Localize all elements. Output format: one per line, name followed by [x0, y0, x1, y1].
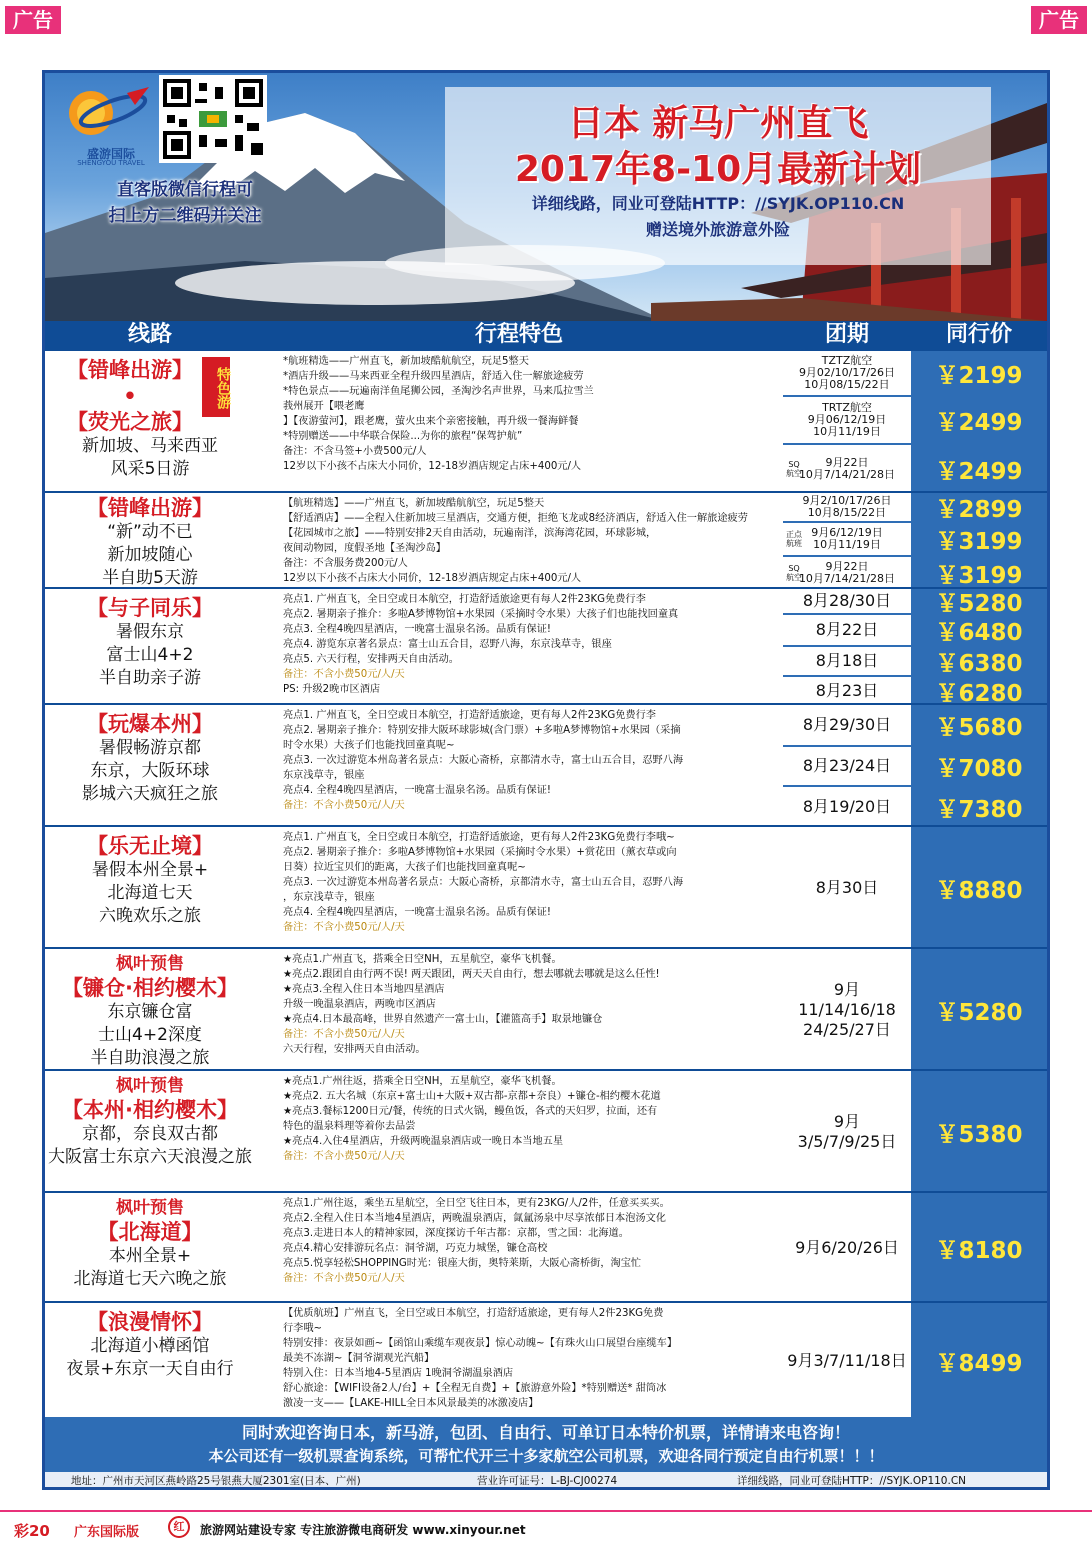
feature-line: 备注：不含小费50元/人/天 — [283, 669, 405, 680]
route-name: • — [123, 384, 137, 408]
departure-dates: 9月3/7/11/18日 — [787, 1351, 907, 1370]
feature-line: 备注：不含马签+小费500元/人 — [283, 446, 427, 457]
route-row — [45, 1301, 1047, 1417]
departure-slot — [783, 589, 911, 615]
route-subtitle: 暑假畅游京都 — [99, 738, 201, 758]
feature-line: 【舒适酒店】——全程入住新加坡三星酒店，交通方便，拒绝飞龙或8经济酒店，舒适入住一解旅途疲劳 — [283, 513, 748, 524]
route-name: 【乐无止境】 — [87, 834, 213, 858]
feature-line: 备注：不含小费50元/人/天 — [283, 1029, 405, 1040]
feature-line: 备注：不含小费50元/人/天 — [283, 800, 405, 811]
departure-slot — [783, 397, 911, 445]
main-subtitle: 2017年8-10月最新计划 — [514, 149, 922, 190]
wechat-note — [69, 177, 301, 229]
route-row — [45, 1191, 1047, 1301]
dates-cell — [783, 827, 911, 947]
price-value: ￥8180 — [935, 1237, 1023, 1264]
presale-label: 枫叶预售 — [116, 1198, 184, 1218]
price-value: ￥2499 — [935, 458, 1023, 485]
feature-line: 亮点3.走进日本人的精神家园，深度探访千年古都：京都，雪之国：北海道。 — [283, 1228, 629, 1239]
price-cell — [911, 1193, 1047, 1301]
departure-dates: TZTZ航空 9月02/10/17/26日 10月08/15/22日 — [798, 354, 896, 391]
price-value: ￥6480 — [911, 615, 1047, 647]
departure-dates: 9月 11/14/16/18 24/25/27日 — [798, 980, 896, 1039]
feature-line: 亮点3. 一次过游览本州岛著名景点：大阪心斋桥，京都清水寺，富士山五合目，忍野八海 — [283, 877, 684, 888]
price-value: ￥5280 — [911, 589, 1047, 615]
route-name: 【错峰出游】 — [67, 358, 193, 382]
qr-code[interactable] — [159, 75, 267, 163]
feature-line: 亮点3. 一次过游览本州岛著名景点：大阪心斋桥，京都清水寺，富士山五合目，忍野八海 — [283, 755, 684, 766]
feature-line: 备注：不含小费50元/人/天 — [283, 1273, 405, 1284]
feature-line: 亮点1. 广州直飞，全日空或日本航空，打造舒适旅途，更有每人2件23KG免费行李 — [283, 710, 656, 721]
price-value: ￥7080 — [911, 747, 1047, 787]
feature-line: 亮点2. 暑期亲子推介：多啦A梦博物馆+水果园（采摘时令水果）+赏花田（薰衣草或向 — [283, 847, 677, 858]
departure-slot — [783, 787, 911, 827]
feature-line: PS: 升级2晚市区酒店 — [283, 684, 381, 695]
main-title: 日本 新马广州直飞 — [567, 103, 869, 144]
features-cell — [255, 493, 783, 587]
departure-slot — [783, 493, 911, 523]
logo-sub: SHENGYOU TRAVEL — [77, 159, 145, 167]
feature-line: 亮点1. 广州直飞，全日空或日本航空，打造舒适旅途更有每人2件23KG免费行李 — [283, 594, 646, 605]
dates-cell — [783, 589, 911, 703]
features-cell — [255, 1071, 783, 1191]
dates-cell — [783, 705, 911, 825]
departure-dates: 8月28/30日 — [802, 591, 892, 610]
route-name: 【错峰出游】 — [87, 496, 213, 520]
logo-name: 盛游国际 — [86, 147, 135, 161]
departure-dates: 9月6/12/19日 10月11/19日 — [811, 526, 883, 551]
price-cell — [911, 1303, 1047, 1417]
ad-tag-right: 广告 — [1031, 6, 1087, 34]
feature-line: ★亮点2.跟团自由行两不误! 两天跟团，两天天自由行，想去哪就去哪就是这么任性! — [283, 969, 660, 980]
route-row — [45, 587, 1047, 707]
bottom-strip — [0, 1514, 1092, 1542]
route-cell — [45, 705, 255, 825]
address-text: 地址：广州市天河区燕岭路25号银燕大厦2301室(日本、广州) — [71, 1475, 361, 1487]
feature-line: 【花园城市之旅】——特别安排2天自由活动，玩遍南洋，滨海湾花园，环球影城， — [283, 528, 657, 539]
feature-line: 亮点2. 暑期亲子推介：特别安排大阪环球影城(含门票）+多啦A梦博物馆+水果园（采摘 — [283, 725, 681, 736]
feature-line: 亮点4. 全程4晚四星酒店，一晚富士温泉名汤。品质有保证! — [283, 907, 552, 918]
feature-line: ，东京浅草寺，银座 — [283, 892, 375, 903]
header-dates: 团期 — [824, 322, 869, 347]
route-subtitle: 东京，大阪环球 — [90, 761, 210, 781]
hero-banner — [45, 73, 1047, 321]
route-name: 【荧光之旅】 — [67, 410, 193, 434]
price-value: ￥2199 — [911, 351, 1047, 397]
feature-line: ★亮点4.入住4星酒店，升级两晚温泉酒店或一晚日本当地五星 — [283, 1136, 564, 1147]
price-cell — [911, 949, 1047, 1069]
route-subtitle: 暑假本州全景+ — [91, 860, 209, 880]
ad-tag-left: 广告 — [5, 6, 61, 34]
route-cell — [45, 949, 255, 1069]
dates-cell — [783, 1071, 911, 1191]
feature-line: 亮点4. 全程4晚四星酒店，一晚富士温泉名汤。品质有保证! — [283, 785, 552, 796]
departure-slot — [783, 1071, 911, 1193]
departure-slot — [783, 827, 911, 949]
edition-label: 广东国际版 — [74, 1525, 140, 1540]
feature-line: 时令水果）大孩子们也能找回童真呢~ — [283, 740, 455, 751]
features-cell — [255, 351, 783, 491]
departure-slot — [783, 1303, 911, 1419]
features-cell — [255, 949, 783, 1069]
price-value: ￥3199 — [911, 523, 1047, 557]
header-features: 行程特色 — [474, 322, 563, 347]
feature-line: 六天行程，安排两天自由活动。 — [283, 1044, 426, 1055]
departure-slot — [783, 647, 911, 677]
feature-line: 亮点5. 六天行程，安排两天自由活动。 — [283, 654, 459, 665]
feature-line: 亮点1. 广州直飞，全日空或日本航空，打造舒适旅途，更有每人2件23KG免费行李哦~ — [283, 832, 675, 843]
dates-cell — [783, 351, 911, 491]
presale-label: 枫叶预售 — [116, 1076, 184, 1096]
departure-dates: 8月22日 — [815, 620, 879, 639]
departure-slot — [783, 445, 911, 493]
route-row — [45, 947, 1047, 1069]
route-subtitle: 半自助亲子游 — [99, 668, 201, 688]
feature-line: 备注：不含小费50元/人/天 — [283, 922, 405, 933]
wechat-note-line1: 直客版微信行程可 — [117, 180, 253, 200]
price-value: ￥5280 — [935, 999, 1023, 1026]
route-cell — [45, 827, 255, 947]
departure-dates: 8月23/24日 — [802, 756, 892, 775]
feature-line: *酒店升级——马来西亚全程升级四星酒店，舒适入住一解旅途疲劳 — [283, 371, 584, 382]
feature-line: 舒心旅途：【WIFI设备2人/台】+【全程无自费】+【旅游意外险】*特别赠送* 甜筒冰 — [283, 1383, 667, 1394]
route-name: 【浪漫情怀】 — [87, 1310, 213, 1334]
departure-slot — [783, 677, 911, 705]
feature-line: 【优质航班】广州直飞，全日空或日本航空，打造舒适旅途，更有每人2件23KG免费 — [283, 1308, 664, 1319]
feature-line: ★亮点3.全程入住日本当地四星酒店 — [283, 984, 445, 995]
route-name: 【北海道】 — [97, 1220, 203, 1244]
feature-line: 特色的温泉料理等着你去品尝 — [283, 1121, 416, 1132]
departure-dates: 8月19/20日 — [802, 797, 892, 816]
airline-label: SQ 航空 — [786, 460, 802, 478]
departure-slot — [783, 523, 911, 557]
table-header — [45, 321, 1047, 349]
feature-line: ★亮点1.广州往返，搭乘全日空NH，五星航空，豪华飞机餐。 — [283, 1076, 562, 1087]
feature-line: 特别入住：日本当地4-5星酒店 1晚洞爷湖温泉酒店 — [283, 1368, 514, 1379]
feature-line: ★亮点1.广州直飞，搭乘全日空NH，五星航空，豪华飞机餐。 — [283, 954, 562, 965]
route-subtitle: 北海道小樽函馆 — [90, 1336, 210, 1356]
price-value: ￥8880 — [935, 877, 1023, 904]
route-cell — [45, 1193, 255, 1301]
route-name: 【镰仓·相约樱木】 — [62, 976, 238, 1000]
feature-line: 东京浅草寺，银座 — [283, 770, 365, 781]
price-value: ￥6280 — [935, 680, 1023, 707]
departure-dates: 8月29/30日 — [802, 715, 892, 734]
airline-label: SQ 航空 — [786, 564, 802, 582]
footer-line1: 同时欢迎咨询日本，新马游，包团、自由行、可单订日本特价机票，详情请来电咨询！ — [241, 1423, 850, 1442]
route-subtitle: 影城六天疯狂之旅 — [82, 784, 218, 804]
feature-line: ★亮点2. 五大名城（东京+富士山+大阪+双古都-京都+奈良）+镰仓-相约樱木花道 — [283, 1091, 661, 1102]
price-cell — [911, 589, 1047, 707]
logo — [57, 79, 157, 165]
features-cell — [255, 589, 783, 703]
page-number: 彩20 — [14, 1522, 50, 1540]
route-cell — [45, 351, 255, 491]
feature-line: 亮点5.悦享轻松SHOPPING时光：银座大街，奥特莱斯，大阪心斋桥街，淘宝忙 — [283, 1258, 642, 1269]
red-logo-icon: 红 — [168, 1516, 190, 1538]
license-text: 营业许可证号：L-BJ-CJ00274 — [477, 1475, 618, 1487]
route-subtitle: 半自助5天游 — [102, 568, 198, 588]
route-subtitle: 富士山4+2 — [106, 645, 194, 665]
route-row — [45, 825, 1047, 947]
feature-line: 备注：不含小费50元/人/天 — [283, 1151, 405, 1162]
feature-line: 莪州展开【喂老鹰 — [283, 401, 365, 412]
route-subtitle: 大阪富士东京六天浪漫之旅 — [48, 1147, 252, 1167]
airline-label: 正点 航班 — [786, 530, 802, 548]
price-cell — [911, 1071, 1047, 1191]
footer-line2: 本公司还有一级机票查询系统，可帮忙代开三十多家航空公司机票，欢迎各同行预定自由行机票！！！ — [208, 1447, 884, 1465]
route-subtitle: 本州全景+ — [108, 1246, 192, 1266]
feature-line: 亮点1.广州往返，乘坐五星航空，全日空飞往日本，更有23KG/人/2件，任意买买买。 — [283, 1198, 670, 1209]
route-name: 【与子同乐】 — [87, 596, 213, 620]
feature-line: 亮点2. 暑期亲子推介：多啦A梦博物馆+水果园（采摘时令水果）大孩子们也能找回童真 — [283, 609, 679, 620]
feature-line: 亮点2.全程入住日本当地4星酒店，两晚温泉酒店，氤氲汤泉中尽享浓郁日本泡汤文化 — [283, 1213, 666, 1224]
route-subtitle: 北海道七天 — [107, 883, 193, 903]
route-subtitle: 新加坡随心 — [107, 545, 193, 565]
qr-code-icon — [163, 79, 263, 159]
feature-line: 亮点3. 全程4晚四星酒店，一晚富士温泉名汤。品质有保证! — [283, 624, 552, 635]
departure-dates: 8月23日 — [815, 681, 879, 700]
departure-dates: 9月22日 10月7/14/21/28日 — [798, 456, 896, 481]
price-value: ￥5680 — [911, 705, 1047, 747]
route-subtitle: 半自助浪漫之旅 — [90, 1048, 210, 1068]
header-price: 同行价 — [945, 322, 1012, 347]
detail-link[interactable]: 详细线路，同业可登陆HTTP：//SYJK.OP110.CN — [737, 1475, 967, 1487]
price-value: ￥2499 — [911, 397, 1047, 445]
feature-line: ★亮点4.日本最高峰，世界自然遗产一富士山，【灌篮高手】取景地镰仓 — [283, 1014, 603, 1025]
route-name: 【玩爆本州】 — [87, 712, 213, 736]
price-cell — [911, 493, 1047, 587]
departure-dates: 9月2/10/17/26日 10月8/15/22日 — [802, 494, 892, 519]
departure-dates: 8月30日 — [815, 878, 879, 897]
feature-line: 特别安排：夜景如画~【函馆山乘缆车观夜景】惊心动魄~【有珠火山口展望台座缆车】 — [283, 1338, 678, 1349]
price-value: ￥5380 — [935, 1121, 1023, 1148]
route-row — [45, 349, 1047, 491]
feature-line: 激凌一支——【LAKE-HILL全日本风景最美的冰激凌店】 — [283, 1398, 539, 1409]
wechat-note-line2: 扫上方二维码并关注 — [108, 206, 262, 226]
price-cell — [911, 705, 1047, 825]
route-cell — [45, 1303, 255, 1417]
feature-line: 行李哦~ — [283, 1323, 323, 1334]
route-row — [45, 703, 1047, 825]
features-cell — [255, 827, 783, 947]
feature-line: 日葵）拉近宝贝们的距离，大孩子们也能找回童真呢~ — [283, 862, 526, 873]
dates-cell — [783, 1303, 911, 1417]
route-subtitle: 东京镰仓富 — [107, 1002, 193, 1022]
features-cell — [255, 705, 783, 825]
bottom-rule — [0, 1510, 1092, 1512]
presale-label: 枫叶预售 — [116, 954, 184, 974]
feature-line: *特色景点——玩遍南洋鱼尾狮公园，圣淘沙名声世界，马来瓜拉雪兰 — [283, 386, 594, 397]
feature-line: 亮点4.精心安排游玩名点：洞爷湖，巧克力城堡，镰仓高校 — [283, 1243, 548, 1254]
feature-line: *特别赠送——中华联合保险...为你的旅程“保驾护航” — [283, 431, 523, 442]
address-bar — [45, 1472, 1047, 1490]
special-tour-badge: 特色游 — [202, 357, 230, 417]
departure-slot — [783, 949, 911, 1071]
route-subtitle: 士山4+2深度 — [98, 1025, 202, 1045]
departure-dates: 8月18日 — [815, 651, 879, 670]
departure-slot — [783, 1193, 911, 1303]
departure-slot — [783, 557, 911, 589]
promo-text: 旅游网站建设专家 专注旅游微电商研发 www.xinyour.net — [200, 1523, 526, 1537]
price-value: ￥7380 — [935, 796, 1023, 823]
feature-line: 亮点4. 游览东京著名景点：富士山五合目，忍野八海，东京浅草寺，银座 — [283, 639, 612, 650]
departure-dates: 9月6/20/26日 — [795, 1238, 899, 1257]
departure-slot — [783, 351, 911, 397]
route-cell — [45, 493, 255, 587]
route-name: 【本州·相约樱木】 — [62, 1098, 238, 1122]
feature-line: 夜间动物园，度假圣地【圣淘沙岛】 — [283, 543, 446, 554]
departure-dates: 9月22日 10月7/14/21/28日 — [798, 560, 896, 585]
insurance-note: 赠送境外旅游意外险 — [645, 220, 790, 239]
price-value: ￥8499 — [935, 1350, 1023, 1377]
route-subtitle: “新”动不已 — [107, 522, 193, 542]
feature-line: 【航班精选】——广州直飞，新加坡酷航航空，玩足5整天 — [283, 498, 545, 509]
feature-line: *航班精选——广州直飞，新加坡酷航航空，玩足5整天 — [283, 356, 529, 367]
route-cell — [45, 589, 255, 703]
flyer-frame — [42, 70, 1050, 1490]
website-note: 详细线路，同业可登陆HTTP：//SYJK.OP110.CN — [531, 194, 905, 213]
dates-cell — [783, 493, 911, 587]
footer-banner — [45, 1417, 1047, 1472]
route-subtitle: 夜景+东京一天自由行 — [66, 1359, 234, 1379]
dates-cell — [783, 1193, 911, 1301]
departure-dates: TRTZ航空 9月06/12/19日 10月11/19日 — [807, 401, 887, 438]
departure-slot — [783, 705, 911, 747]
departure-slot — [783, 615, 911, 647]
features-cell — [255, 1303, 783, 1417]
route-subtitle: 风采5日游 — [110, 459, 190, 479]
price-value: ￥3199 — [935, 562, 1023, 589]
route-subtitle: 暑假东京 — [116, 622, 184, 642]
feature-line: 最美不冻湖~【洞爷湖观光汽船】 — [283, 1353, 435, 1364]
feature-line: 升级一晚温泉酒店，两晚市区酒店 — [283, 999, 436, 1010]
route-row — [45, 1069, 1047, 1191]
features-cell — [255, 1193, 783, 1301]
feature-line: 】【夜游萤河】，跟老鹰，萤火虫来个亲密接触，再升级一餐海鲜餐 — [283, 416, 579, 427]
feature-line: 12岁以下小孩不占床大小同价，12-18岁酒店规定占床+400元/人 — [283, 573, 582, 584]
header-route: 线路 — [127, 322, 172, 347]
departure-slot — [783, 747, 911, 787]
price-value: ￥6380 — [911, 647, 1047, 677]
feature-line: 12岁以下小孩不占床大小同价，12-18岁酒店规定占床+400元/人 — [283, 461, 582, 472]
route-subtitle: 京都，奈良双古都 — [82, 1124, 218, 1144]
dates-cell — [783, 949, 911, 1069]
price-cell — [911, 351, 1047, 491]
route-subtitle: 北海道七天六晚之旅 — [73, 1269, 227, 1289]
feature-line: ★亮点3.餐标1200日元/餐，传统的日式火锅，鳗鱼饭，各式的天妇罗，拉面，还有 — [283, 1106, 658, 1117]
route-subtitle: 新加坡、马来西亚 — [82, 436, 218, 456]
sun-plane-icon — [57, 79, 157, 145]
route-row — [45, 491, 1047, 587]
price-cell — [911, 827, 1047, 947]
feature-line: 备注：不含服务费200元/人 — [283, 558, 408, 569]
route-cell — [45, 1071, 255, 1191]
price-value: ￥2899 — [911, 493, 1047, 523]
departure-dates: 9月 3/5/7/9/25日 — [797, 1112, 897, 1151]
route-subtitle: 六晚欢乐之旅 — [99, 906, 201, 926]
